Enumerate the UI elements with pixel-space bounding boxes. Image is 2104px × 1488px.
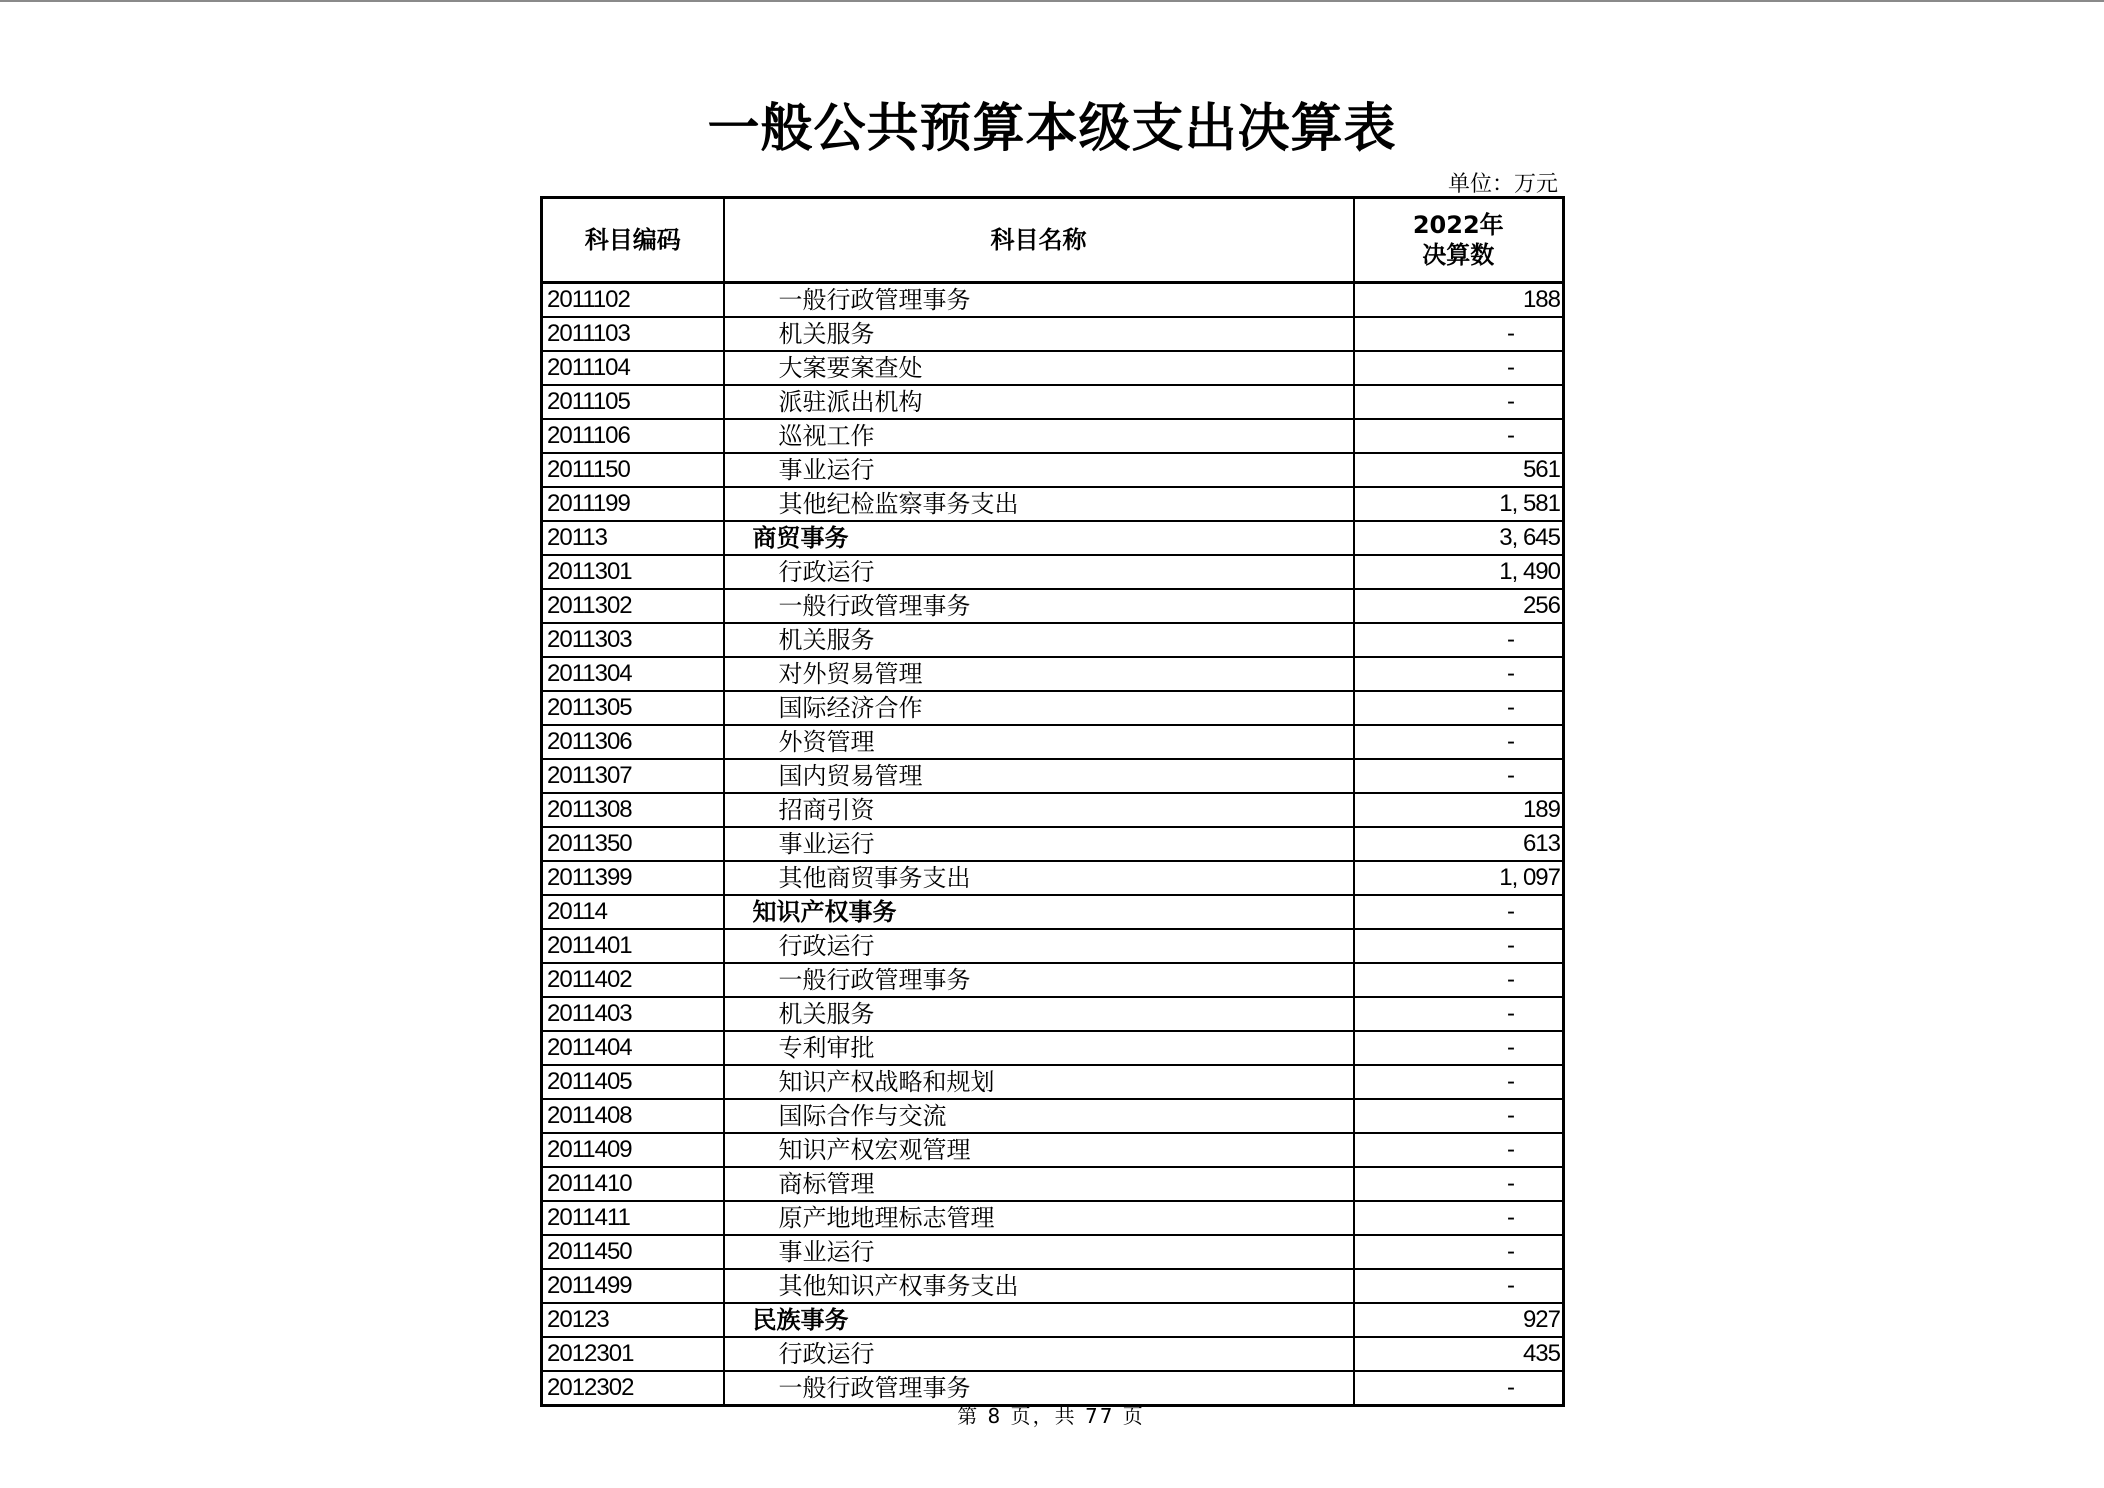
cell-code: 2011308 [542,793,724,827]
column-header-name: 科目名称 [724,198,1354,283]
cell-code: 2011306 [542,725,724,759]
cell-name: 知识产权事务 [724,895,1354,929]
cell-amount: 1, 490 [1354,555,1564,589]
table-row [542,317,1564,351]
cell-amount: - [1354,1133,1564,1167]
cell-code: 2011410 [542,1167,724,1201]
cell-code: 2011150 [542,453,724,487]
cell-code: 2011305 [542,691,724,725]
cell-amount: - [1354,1235,1564,1269]
table-row [542,657,1564,691]
table-row [542,759,1564,793]
category-row [542,895,1564,929]
cell-amount: - [1354,1065,1564,1099]
cell-name: 派驻派出机构 [724,385,1354,419]
cell-amount: 435 [1354,1337,1564,1371]
header-row [542,198,1564,283]
cell-code: 2011350 [542,827,724,861]
cell-amount: - [1354,657,1564,691]
category-row [542,1303,1564,1337]
cell-amount: - [1354,317,1564,351]
cell-name: 大案要案查处 [724,351,1354,385]
cell-name: 知识产权宏观管理 [724,1133,1354,1167]
cell-code: 2011307 [542,759,724,793]
cell-name: 国际合作与交流 [724,1099,1354,1133]
cell-amount: - [1354,1201,1564,1235]
table-row [542,419,1564,453]
cell-code: 2012302 [542,1371,724,1406]
cell-code: 2011403 [542,997,724,1031]
cell-name: 一般行政管理事务 [724,963,1354,997]
cell-code: 2011402 [542,963,724,997]
cell-code: 2011411 [542,1201,724,1235]
cell-amount: - [1354,351,1564,385]
cell-code: 20113 [542,521,724,555]
table-row [542,691,1564,725]
table-row [542,351,1564,385]
table-row [542,623,1564,657]
cell-amount: 189 [1354,793,1564,827]
cell-code: 2011408 [542,1099,724,1133]
cell-name: 行政运行 [724,555,1354,589]
unit-label: 单位：万元 [1447,172,1558,197]
cell-amount: - [1354,419,1564,453]
table-row [542,453,1564,487]
page-footer: 第 8 页，共 77 页 [957,1404,1145,1428]
cell-code: 2011499 [542,1269,724,1303]
cell-amount: - [1354,1167,1564,1201]
cell-code: 2011399 [542,861,724,895]
cell-amount: - [1354,895,1564,929]
cell-amount: 3, 645 [1354,521,1564,555]
cell-amount: 1, 581 [1354,487,1564,521]
table-row [542,1031,1564,1065]
table-row [542,861,1564,895]
cell-amount: - [1354,385,1564,419]
cell-name: 招商引资 [724,793,1354,827]
cell-name: 一般行政管理事务 [724,589,1354,623]
cell-name: 专利审批 [724,1031,1354,1065]
cell-name: 商贸事务 [724,521,1354,555]
cell-code: 2011302 [542,589,724,623]
table-row [542,827,1564,861]
cell-code: 2012301 [542,1337,724,1371]
cell-code: 2011409 [542,1133,724,1167]
table-row [542,929,1564,963]
table-row [542,963,1564,997]
table-row [542,1099,1564,1133]
table-body [542,283,1564,1406]
cell-code: 2011105 [542,385,724,419]
cell-name: 原产地地理标志管理 [724,1201,1354,1235]
cell-code: 2011106 [542,419,724,453]
cell-name: 事业运行 [724,453,1354,487]
table-row [542,793,1564,827]
cell-code: 2011450 [542,1235,724,1269]
cell-name: 事业运行 [724,827,1354,861]
cell-name: 民族事务 [724,1303,1354,1337]
cell-amount: 1, 097 [1354,861,1564,895]
cell-code: 2011304 [542,657,724,691]
cell-amount: - [1354,1371,1564,1406]
cell-name: 事业运行 [724,1235,1354,1269]
cell-code: 2011104 [542,351,724,385]
cell-code: 2011303 [542,623,724,657]
cell-name: 商标管理 [724,1167,1354,1201]
cell-amount: - [1354,725,1564,759]
table-row [542,997,1564,1031]
category-row [542,521,1564,555]
cell-name: 机关服务 [724,997,1354,1031]
cell-name: 行政运行 [724,1337,1354,1371]
cell-code: 20123 [542,1303,724,1337]
cell-code: 2011404 [542,1031,724,1065]
cell-amount: - [1354,623,1564,657]
cell-amount: - [1354,759,1564,793]
cell-code: 2011301 [542,555,724,589]
cell-amount: - [1354,929,1564,963]
table-row [542,1269,1564,1303]
column-header-code: 科目编码 [542,198,724,283]
cell-code: 2011103 [542,317,724,351]
table-row [542,1167,1564,1201]
table-row [542,1235,1564,1269]
table-row [542,589,1564,623]
cell-name: 国际经济合作 [724,691,1354,725]
cell-amount: - [1354,1099,1564,1133]
budget-table [540,196,1565,1407]
cell-code: 2011405 [542,1065,724,1099]
cell-name: 机关服务 [724,317,1354,351]
cell-amount: - [1354,1031,1564,1065]
cell-amount: - [1354,963,1564,997]
cell-amount: - [1354,691,1564,725]
table-row [542,725,1564,759]
cell-name: 一般行政管理事务 [724,1371,1354,1406]
cell-name: 其他知识产权事务支出 [724,1269,1354,1303]
cell-name: 国内贸易管理 [724,759,1354,793]
page-title: 一般公共预算本级支出决算表 [707,99,1397,159]
cell-amount: 188 [1354,283,1564,318]
table-row [542,385,1564,419]
cell-amount: 613 [1354,827,1564,861]
table-row [542,1337,1564,1371]
cell-amount: 561 [1354,453,1564,487]
column-header-amount-label: 决算数 [1422,241,1495,269]
table-row [542,487,1564,521]
cell-name: 对外贸易管理 [724,657,1354,691]
cell-code: 2011199 [542,487,724,521]
cell-name: 知识产权战略和规划 [724,1065,1354,1099]
cell-amount: - [1354,1269,1564,1303]
cell-name: 机关服务 [724,623,1354,657]
cell-name: 其他纪检监察事务支出 [724,487,1354,521]
cell-amount: 927 [1354,1303,1564,1337]
table-row [542,1201,1564,1235]
table-header [542,198,1564,283]
cell-name: 其他商贸事务支出 [724,861,1354,895]
cell-code: 20114 [542,895,724,929]
cell-name: 巡视工作 [724,419,1354,453]
table-row [542,1133,1564,1167]
cell-name: 外资管理 [724,725,1354,759]
cell-name: 一般行政管理事务 [724,283,1354,318]
table-row [542,555,1564,589]
column-header-amount [1354,198,1564,283]
cell-amount: 256 [1354,589,1564,623]
column-header-amount-year: 2022年 [1412,211,1504,239]
cell-name: 行政运行 [724,929,1354,963]
cell-amount: - [1354,997,1564,1031]
table-row [542,1065,1564,1099]
cell-code: 2011102 [542,283,724,318]
table-row [542,283,1564,318]
cell-code: 2011401 [542,929,724,963]
